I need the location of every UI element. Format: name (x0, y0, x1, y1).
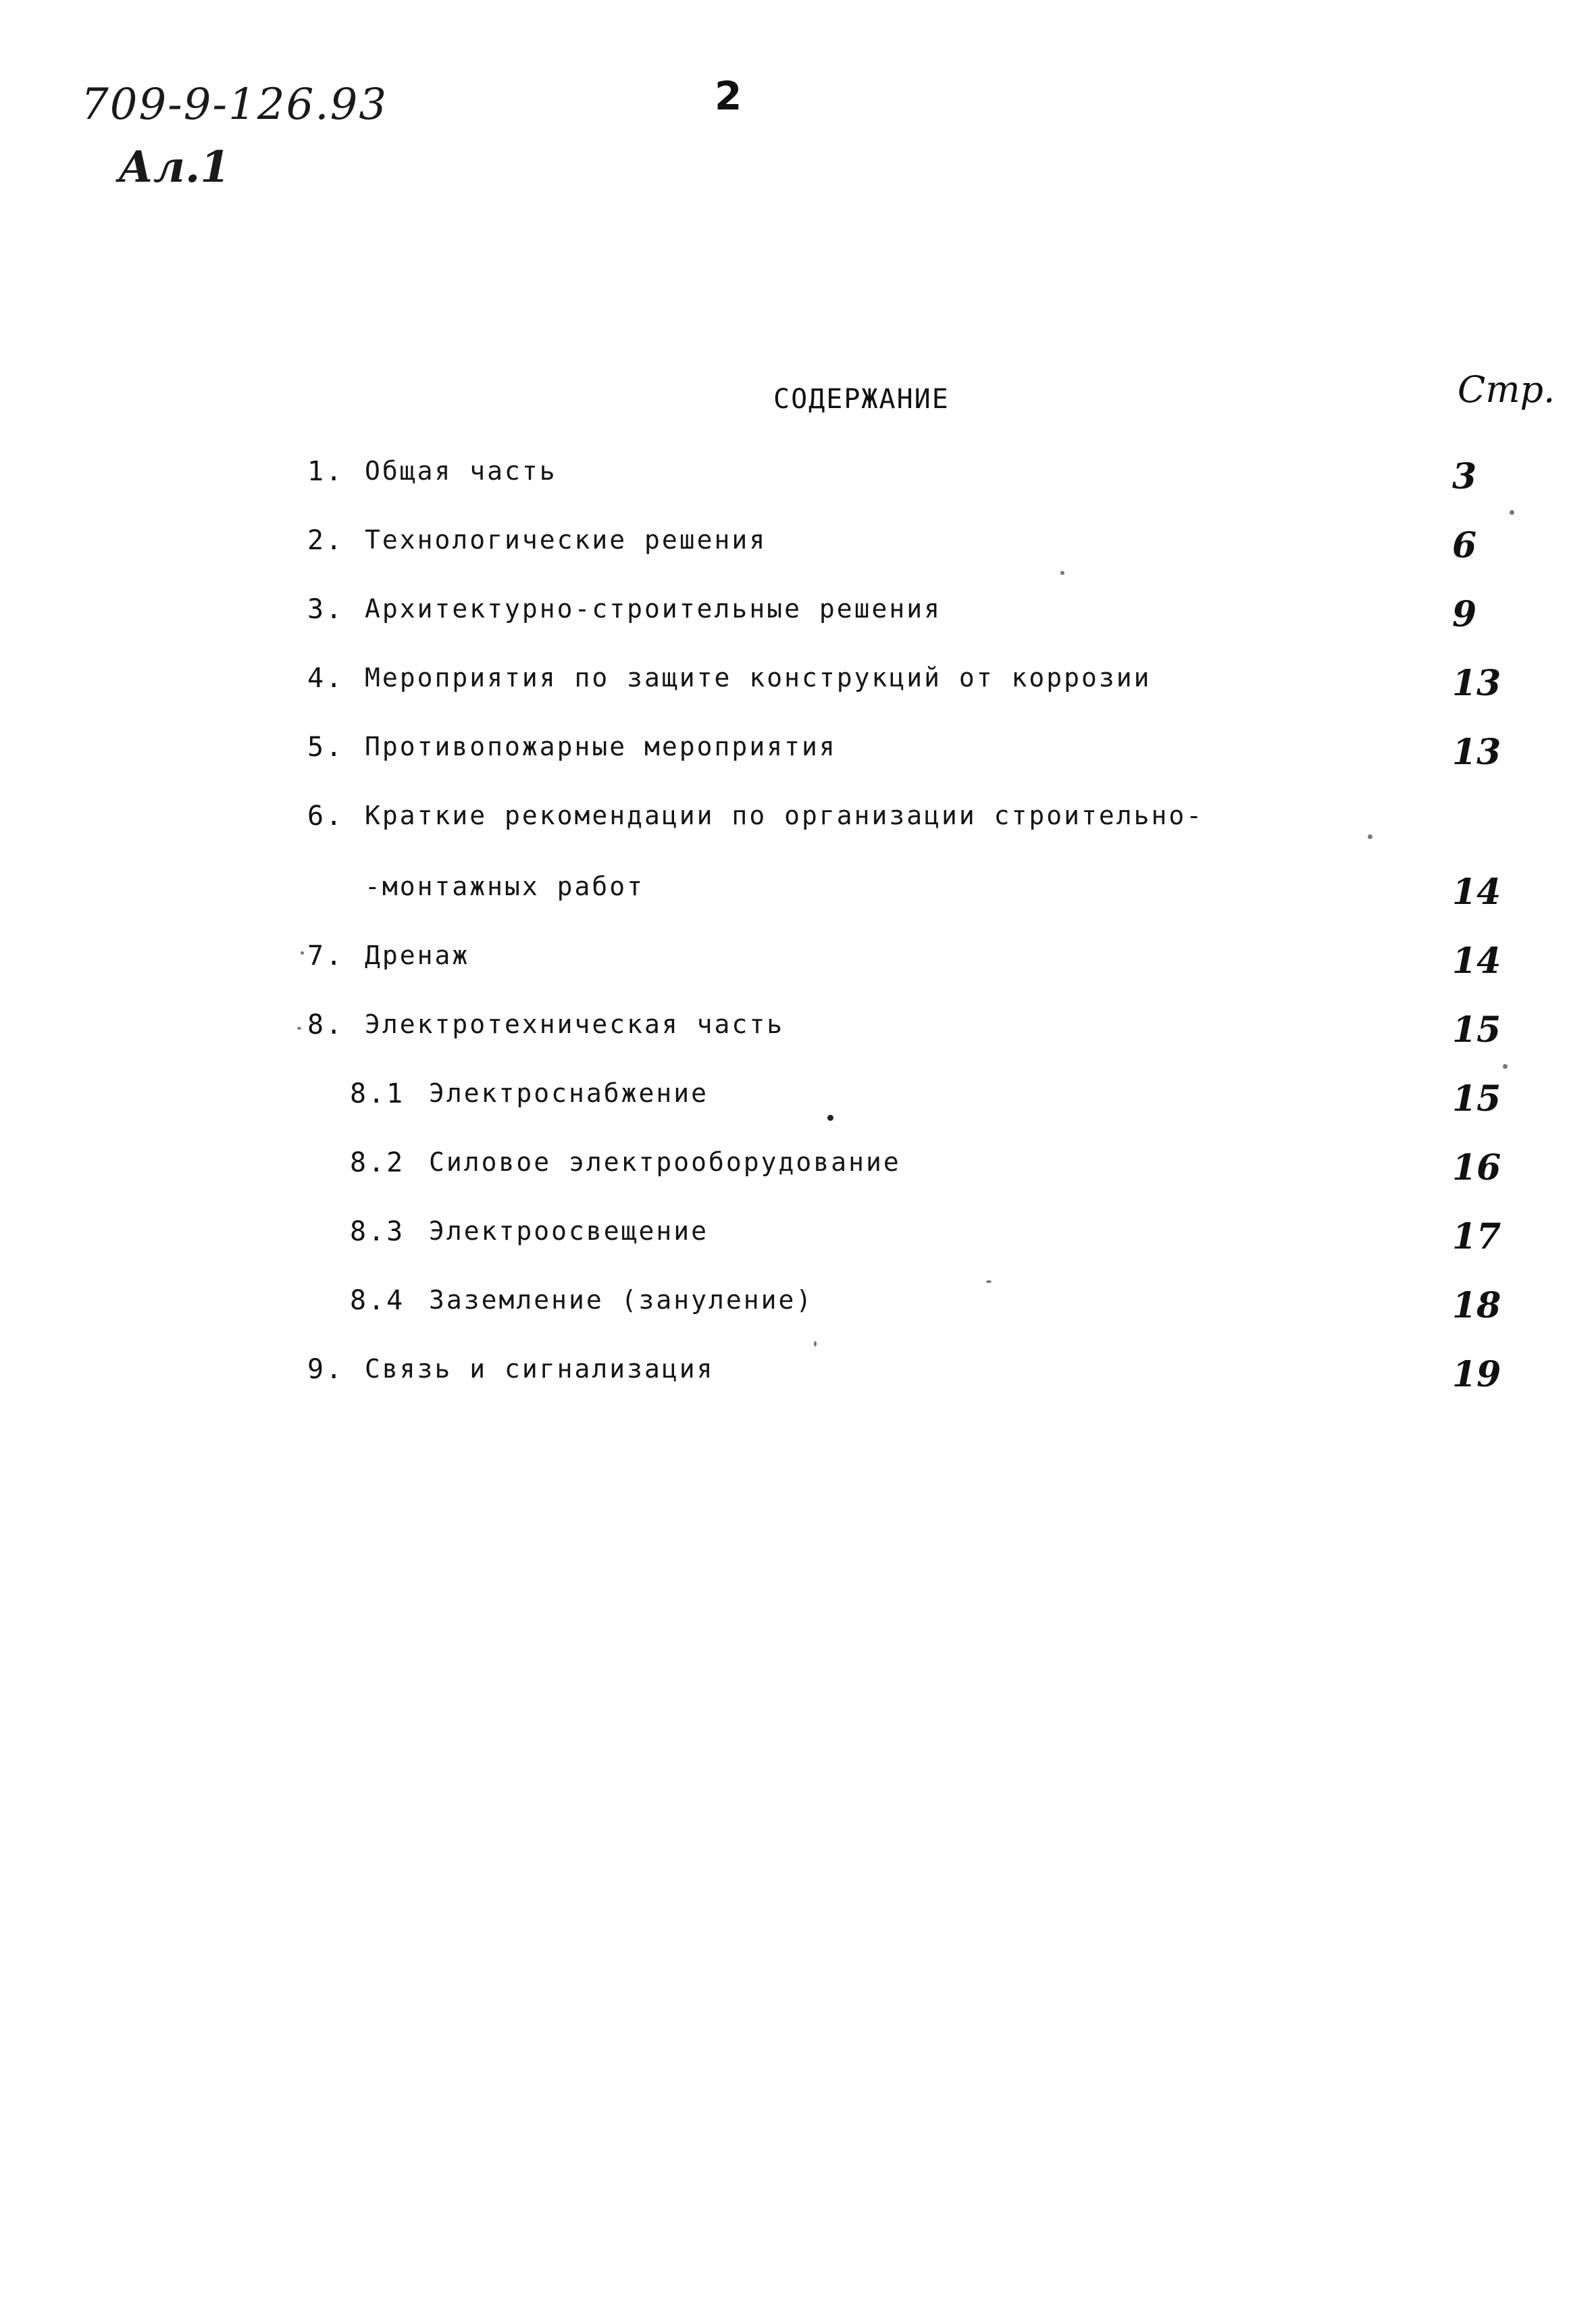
toc-item-text: Связь и сигнализация (365, 1354, 715, 1384)
toc-item-text: Краткие рекомендации по организации строительно- (365, 801, 1204, 830)
toc-item-text: Противопожарные мероприятия (365, 732, 837, 761)
toc-item-number: 8.4 (350, 1285, 405, 1316)
toc-item (0, 594, 1596, 634)
scan-speck (814, 1341, 817, 1347)
toc-item-page: 19 (1452, 1354, 1501, 1395)
toc-item (0, 1285, 1596, 1326)
toc-item-number: 6. (307, 801, 344, 832)
toc-item (0, 1216, 1596, 1257)
scan-speck (1060, 571, 1064, 575)
toc-item-number: 2. (307, 525, 344, 556)
toc-item-number: 8. (307, 1009, 344, 1040)
toc-item-number: 9. (307, 1354, 344, 1385)
page-column-header: Стр. (1458, 368, 1555, 411)
toc-item-page: 14 (1452, 872, 1501, 913)
toc-item-number: 5. (307, 732, 344, 763)
toc-item-text: Общая часть (365, 456, 557, 486)
toc-item-page: 9 (1452, 594, 1477, 635)
scan-speck (1503, 1064, 1508, 1069)
toc-item-page: 6 (1452, 525, 1477, 566)
scan-speck (301, 951, 304, 955)
toc-item-number: 1. (307, 456, 344, 487)
toc-item-text: Дренаж (365, 940, 470, 970)
toc-item-number: 8.2 (350, 1147, 405, 1178)
toc-item-page: 13 (1452, 663, 1501, 704)
sheet-label: Ал.1 (118, 142, 230, 193)
toc-item-number: 8.3 (350, 1216, 405, 1247)
toc-item-text: Архитектурно-строительные решения (365, 594, 942, 624)
toc-item-page: 18 (1452, 1285, 1501, 1326)
toc-item-number: 4. (307, 663, 344, 694)
toc-item (0, 1078, 1596, 1119)
toc-item (0, 1354, 1596, 1394)
toc-item-text: Электроосвещение (429, 1216, 709, 1246)
toc-item-page: 16 (1452, 1147, 1501, 1188)
toc-item (0, 1147, 1596, 1188)
toc-item (0, 663, 1596, 703)
toc-item-page: 3 (1452, 456, 1477, 497)
scan-speck (297, 1027, 301, 1030)
toc-item (0, 872, 1596, 912)
toc-item-text: Силовое электрооборудование (429, 1147, 901, 1177)
toc-item-number: 7. (307, 940, 344, 972)
toc-item-page: 15 (1452, 1009, 1501, 1051)
toc-item-text: -монтажных работ (365, 872, 645, 901)
toc-item-page: 13 (1452, 732, 1501, 773)
scan-speck (1368, 834, 1372, 839)
toc-item-text: Заземление (зануление) (429, 1285, 814, 1315)
toc-item (0, 1009, 1596, 1050)
toc-item-page: 15 (1452, 1078, 1501, 1120)
toc-item (0, 940, 1596, 981)
toc-item-text: Электроснабжение (429, 1078, 709, 1108)
scan-speck (827, 1115, 833, 1121)
toc-item-text: Мероприятия по защите конструкций от коррозии (365, 663, 1152, 693)
page-number: 2 (715, 73, 742, 119)
toc-item-page: 17 (1452, 1216, 1501, 1257)
toc-item-number: 3. (307, 594, 344, 625)
toc-title: СОДЕРЖАНИЕ (773, 384, 950, 415)
scan-speck (986, 1280, 992, 1283)
scan-speck (1510, 510, 1514, 515)
toc-item-page: 14 (1452, 940, 1501, 982)
toc-item-number: 8.1 (350, 1078, 405, 1109)
document-code: 709-9-126.93 (81, 80, 388, 130)
toc-item-text: Технологические решения (365, 525, 767, 555)
toc-item-text: Электротехническая часть (365, 1009, 785, 1039)
toc-item (0, 456, 1596, 497)
toc-item (0, 732, 1596, 772)
toc-item (0, 801, 1596, 841)
toc-item (0, 525, 1596, 565)
